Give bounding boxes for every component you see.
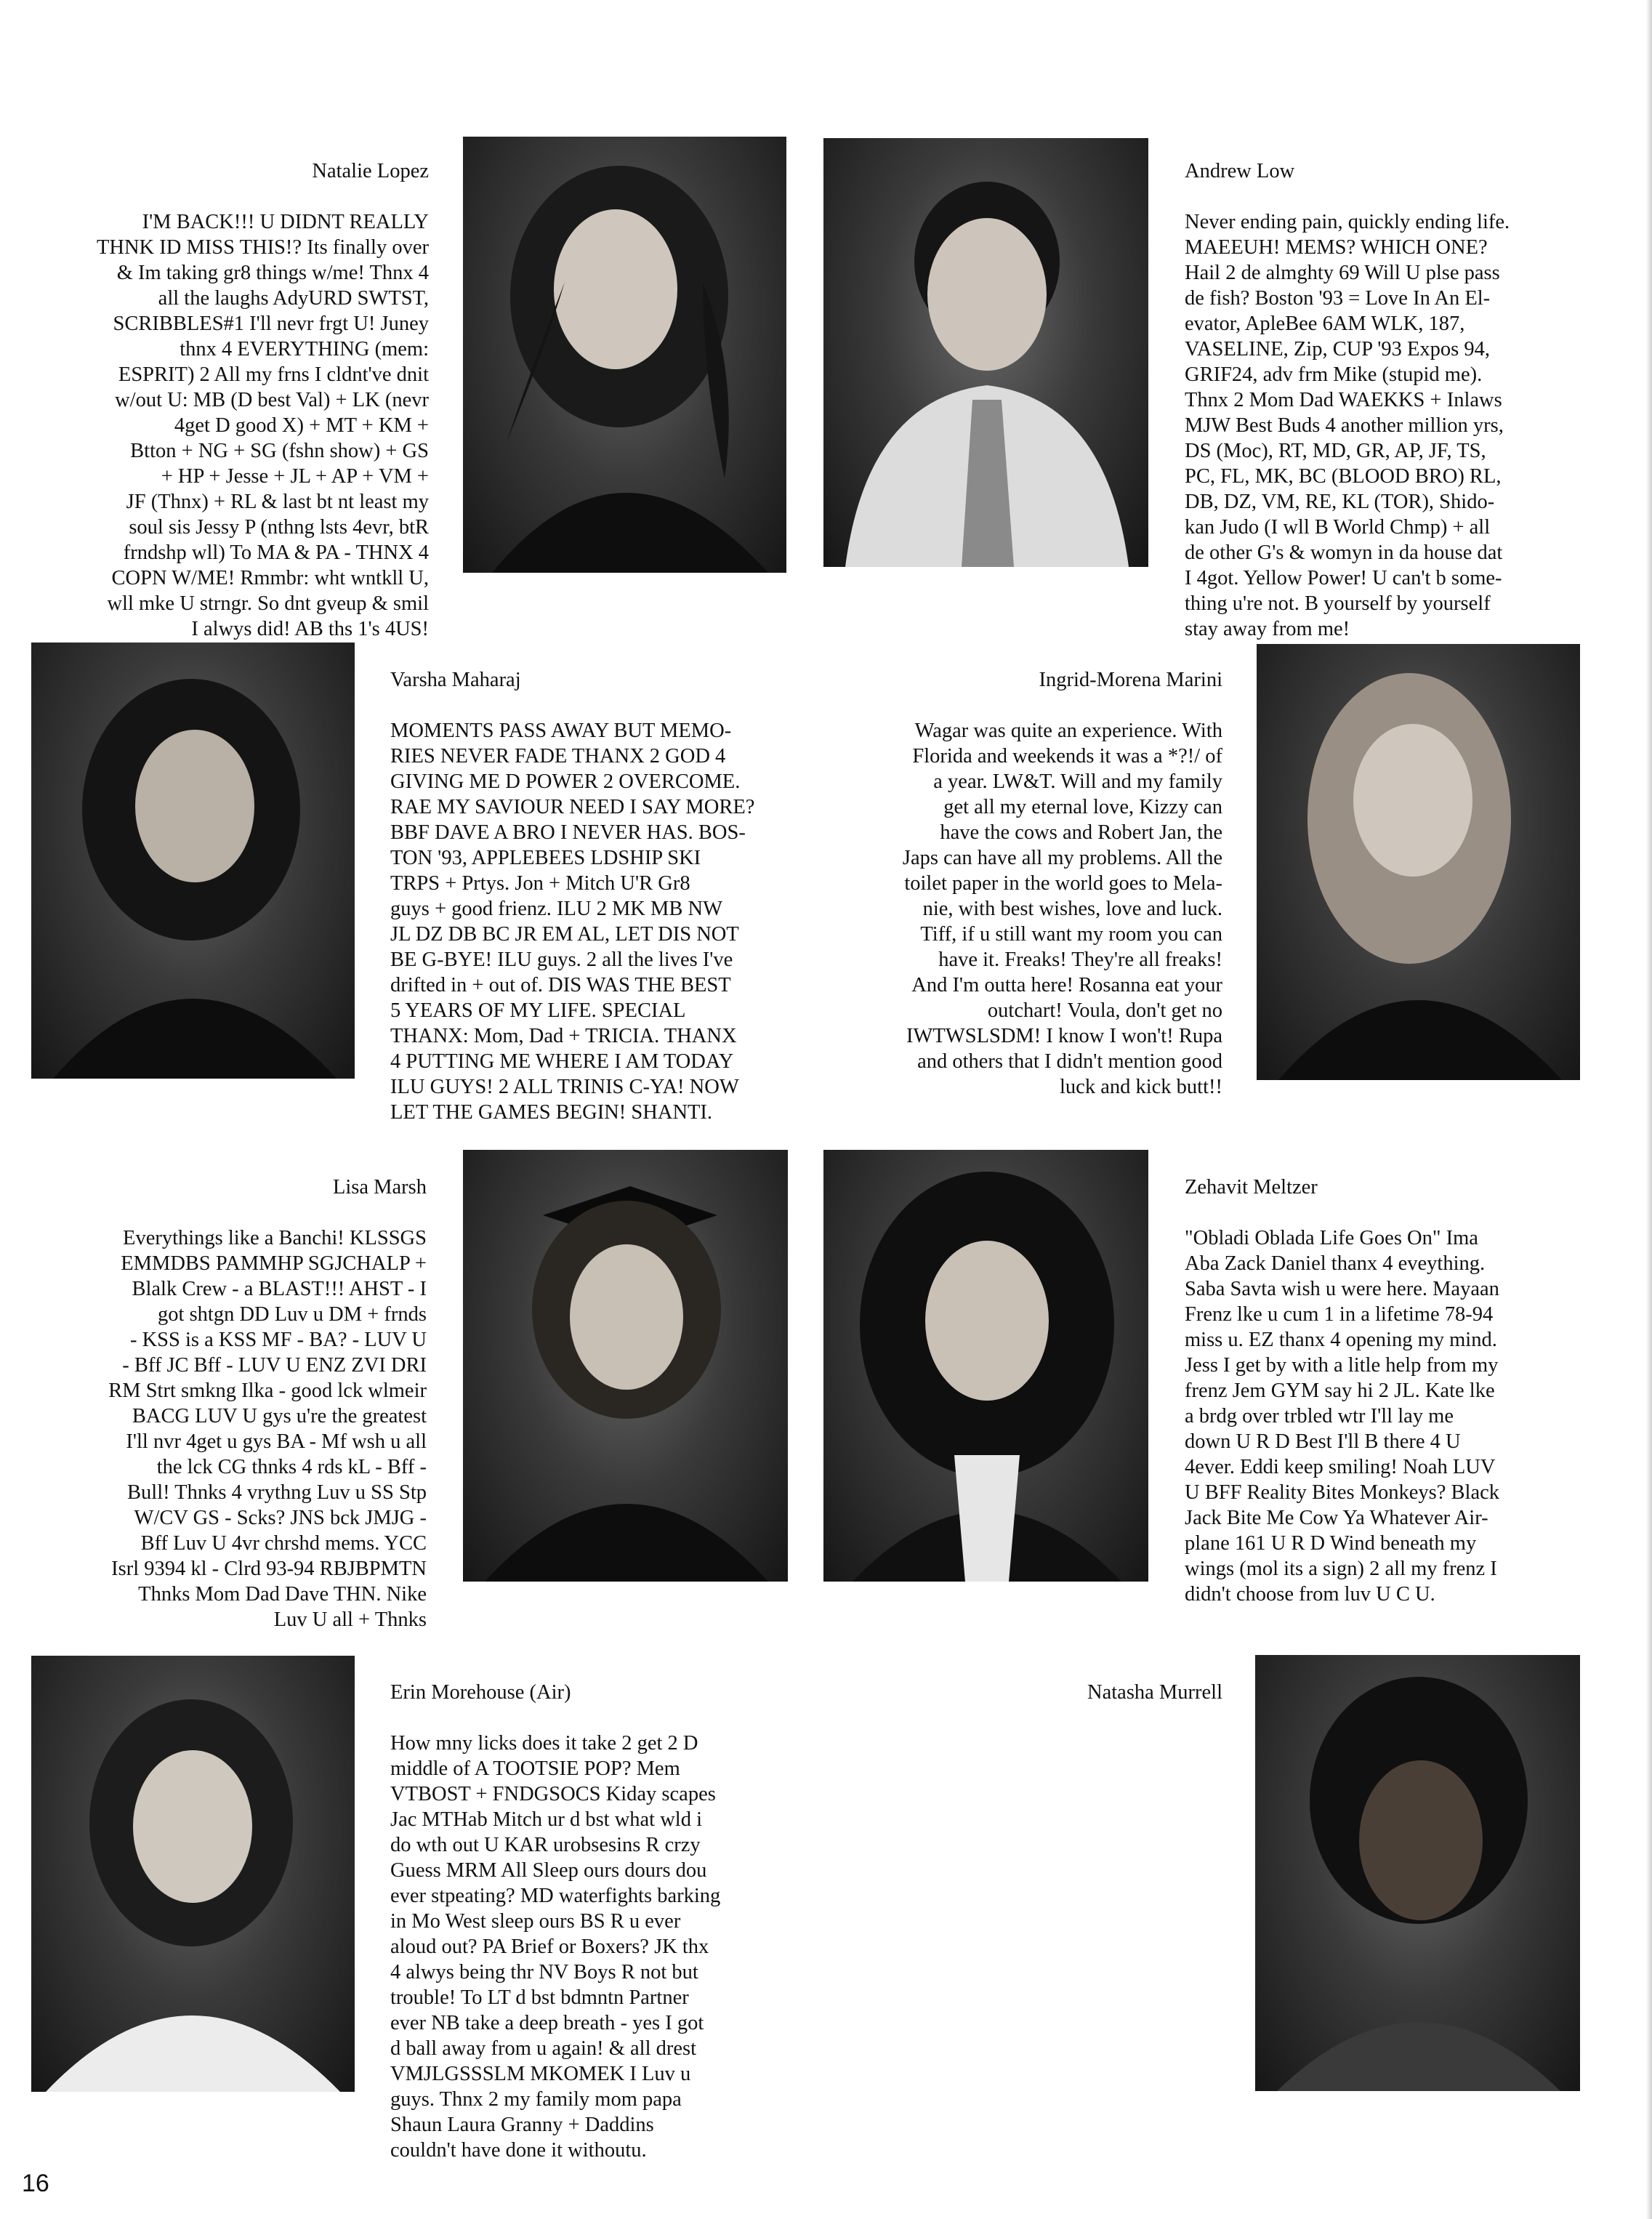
student-message: I'M BACK!!! U DIDNT REALLY THNK ID MISS THIS!? Its finally over & Im taking gr8 things w/me! Thnx 4 all the laughs AdyURD SWTST, SCRIBBLES#1 I'll nevr frgt U! Juney thnx 4 EVERYTHING (mem: ESPRIT) 2 All my frns I cldnt've dnit w/out U: MB (D best Val) + LK (nevr 4get D good X) + MT + KM + Btton + NG + SG (fshn show) + GS + HP + Jesse + JL + AP + VM + JF (Thnx) + RL & last bt nt least my soul sis Jessy P (nthng lsts 4evr, btR frndshp wll) To MA & PA - THNX 4 COPN W/ME! Rmmbr: wht wntkll U, wll mke U strngr. So dnt gveup & smil I alwys did! AB ths 1's 4US! bbox=[96, 211, 429, 640]
student-name: Ingrid-Morena Marini bbox=[1039, 669, 1222, 691]
portrait-natasha-murrell bbox=[1255, 1655, 1580, 2091]
portrait-lisa-marsh bbox=[463, 1150, 788, 1582]
entry-zehavit-meltzer bbox=[1185, 1149, 1650, 1632]
portrait-varsha-maharaj bbox=[31, 643, 355, 1079]
entry-ingrid-morena-marini bbox=[821, 642, 1222, 1125]
entry-andrew-low bbox=[1185, 133, 1650, 667]
page-number: 16 bbox=[22, 2170, 49, 2197]
student-message: Wagar was quite an experience. With Florida and weekends it was a *?!/ of a year. LW&T. Will and my family get all my eternal love, Kizzy can have the cows and Robert Jan, the Japs can have all my problems. All the toilet paper in the world goes to Mela- nie, with best wishes, love and luck. Tiff, if u still want my room you can have it. Freaks! They're all freaks! And I'm outta here! Rosanna eat your outchart! Voula, don't get no IWTWSLSDM! I know I won't! Rupa and others that I didn't mention good luck and kick butt!! bbox=[902, 720, 1222, 1098]
student-message: How mny licks does it take 2 get 2 D middle of A TOOTSIE POP? Mem VTBOST + FNDGSOCS Kiday scapes Jac MTHab Mitch ur d bst what wld i do wth out U KAR urobsesins R crzy Guess MRM All Sleep ours dours dou ever stpeating? MD waterfights barking in Mo West sleep ours BS R u ever aloud out? PA Brief or Boxers? JK thx 4 alwys being thr NV Boys R not but trouble! To LT d bst bdmntn Partner ever NB take a deep breath - yes I got d ball away from u again! & all drest VMJLGSSSLM MKOMEK I Luv u guys. Thnx 2 my family mom papa Shaun Laura Granny + Daddins couldn't have done it withoutu. bbox=[390, 1732, 721, 2162]
portrait-zehavit-meltzer bbox=[823, 1150, 1148, 1582]
entry-lisa-marsh bbox=[22, 1149, 427, 1658]
student-name: Lisa Marsh bbox=[332, 1176, 427, 1199]
student-name: Varsha Maharaj bbox=[390, 669, 521, 691]
entry-erin-morehouse bbox=[390, 1654, 826, 2188]
portrait-natalie-lopez bbox=[463, 137, 786, 573]
student-message: MOMENTS PASS AWAY BUT MEMO- RIES NEVER FADE THANX 2 GOD 4 GIVING ME D POWER 2 OVERCOME. RAE MY SAVIOUR NEED I SAY MORE? BBF DAVE A BRO I NEVER HAS. BOS- TON '93, APPLEBEES LDSHIP SKI TRPS + Prtys. Jon + Mitch U'R Gr8 guys + good frienz. ILU 2 MK MB NW JL DZ DB BC JR EM AL, LET DIS NOT BE G-BYE! ILU guys. 2 all the lives I've drifted in + out of. DIS WAS THE BEST 5 YEARS OF MY LIFE. SPECIAL THANX: Mom, Dad + TRICIA. THANX 4 PUTTING ME WHERE I AM TODAY ILU GUYS! 2 ALL TRINIS C-YA! NOW LET THE GAMES BEGIN! SHANTI. bbox=[390, 720, 755, 1124]
portrait-erin-morehouse bbox=[31, 1656, 355, 2092]
student-message: "Obladi Oblada Life Goes On" Ima Aba Zack Daniel thanx 4 eveything. Saba Savta wish u were here. Mayaan Frenz lke u cum 1 in a lifetime 78-94 miss u. EZ thanx 4 opening my mind. Jess I get by with a litle help from my frenz Jem GYM say hi 2 JL. Kate lke a brdg over trbled wtr I'll lay me down U R D Best I'll B there 4 U 4ever. Eddi keep smiling! Noah LUV U BFF Reality Bites Monkeys? Black Jack Bite Me Cow Ya Whatever Air- plane 161 U R D Wind beneath my wings (mol its a sign) 2 all my frenz I didn't choose from luv U C U. bbox=[1185, 1227, 1500, 1606]
student-message: Never ending pain, quickly ending life. MAEEUH! MEMS? WHICH ONE? Hail 2 de almghty 69 Will U plse pass de fish? Boston '93 = Love In An El- evator, ApleBee 6AM WLK, 187, VASELINE, Zip, CUP '93 Expos 94, GRIF24, adv frm Mike (stupid me). Thnx 2 Mom Dad WAEKKS + Inlaws MJW Best Buds 4 another million yrs, DS (Moc), RT, MD, GR, AP, JF, TS, PC, FL, MK, BC (BLOOD BRO) RL, DB, DZ, VM, RE, KL (TOR), Shido- kan Judo (I wll B World Chmp) + all de other G's & womyn in da house dat I 4got. Yellow Power! U can't b some- thing u're not. B yourself by yourself stay away from me! bbox=[1185, 211, 1510, 640]
student-name: Zehavit Meltzer bbox=[1185, 1176, 1318, 1199]
entry-natasha-murrell bbox=[945, 1654, 1222, 1731]
student-message: Everythings like a Banchi! KLSSGS EMMDBS PAMMHP SGJCHALP + Blalk Crew - a BLAST!!! AHST - I got shtgn DD Luv u DM + frnds - KSS is a KSS MF - BA? - LUV U - Bff JC Bff - LUV U ENZ ZVI DRI RM Strt smkng Ilka - good lck wlmeir BACG LUV U gys u're the greatest I'll nvr 4get u gys BA - Mf wsh u all the lck CG thnks 4 rds kL - Bff - Bull! Thnks 4 vrythng Luv u SS Stp W/CV GS - Scks? JNS bck JMJG - Bff Luv U 4vr chrshd mems. YCC Isrl 9394 kl - Clrd 93-94 RBJBPMTN Thnks Mom Dad Dave THN. Nike Luv U all + Thnks bbox=[108, 1227, 427, 1631]
page-edge-shadow bbox=[1646, 0, 1652, 2219]
student-name: Natasha Murrell bbox=[1087, 1681, 1222, 1704]
portrait-ingrid-morena-marini bbox=[1257, 644, 1580, 1080]
entry-varsha-maharaj bbox=[390, 642, 826, 1151]
student-name: Andrew Low bbox=[1185, 160, 1295, 182]
student-name: Erin Morehouse (Air) bbox=[390, 1681, 571, 1704]
entry-natalie-lopez bbox=[22, 133, 429, 667]
student-name: Natalie Lopez bbox=[312, 160, 429, 182]
portrait-andrew-low bbox=[823, 138, 1148, 567]
